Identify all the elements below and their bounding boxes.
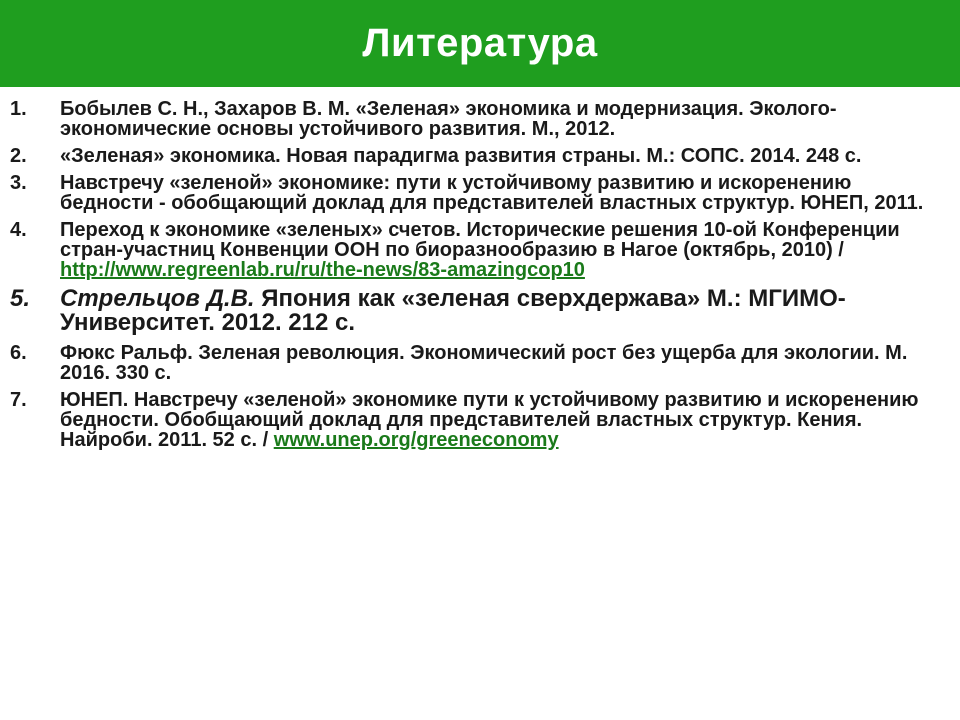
reference-link[interactable]: www.unep.org/greeneconomy <box>273 429 559 451</box>
reference-text: Фюкс Ральф. Зеленая революция. Экономический рост без ущерба для экологии. М. 2016. 330 с. <box>60 342 908 384</box>
reference-text: Япония как «зеленая сверхдержава» М.: МГИМО-Университет. 2012. 212 с. <box>60 285 846 336</box>
reference-number: 1. <box>10 98 27 120</box>
reference-number: 2. <box>10 145 27 167</box>
reference-number: 5. <box>10 285 31 312</box>
reference-number: 6. <box>10 342 27 364</box>
reference-text: «Зеленая» экономика. Новая парадигма развития страны. М.: СОПС. 2014. 248 с. <box>60 145 862 167</box>
reference-number: 4. <box>10 219 27 241</box>
reference-text: Переход к экономике «зеленых» счетов. Исторические решения 10-ой Конференции стран-участниц Конвенции ООН по биоразнообразию в Нагое (октябрь, 2010) / <box>60 219 900 261</box>
reference-text: Навстречу «зеленой» экономике: пути к устойчивому развитию и искоренению бедности - обобщающий доклад для представителей властных структур. ЮНЕП, 2011. <box>60 172 924 214</box>
reference-list <box>10 99 945 457</box>
reference-item-5 <box>10 287 945 335</box>
reference-link[interactable]: http://www.regreenlab.ru/ru/the-news/83-amazingcop10 <box>60 259 585 281</box>
reference-item-7 <box>10 390 945 450</box>
reference-item-2 <box>10 146 945 166</box>
reference-number: 7. <box>10 389 27 411</box>
reference-number: 3. <box>10 172 27 194</box>
reference-text: Бобылев С. Н., Захаров В. М. «Зеленая» экономика и модернизация. Эколого-экономические основы устойчивого развития. М., 2012. <box>60 98 837 140</box>
reference-author: Стрельцов Д.В. <box>60 285 255 312</box>
title-bar <box>0 0 960 87</box>
reference-item-6 <box>10 343 945 383</box>
reference-text: ЮНЕП. Навстречу «зеленой» экономике пути к устойчивому развитию и искоренению бедности. Обобщающий доклад для представителей властных структур. Кения. Найроби. 2011. 52 с. / <box>60 389 919 451</box>
slide-title: Литература <box>362 21 598 65</box>
reference-item-3 <box>10 173 945 213</box>
reference-item-4 <box>10 220 945 280</box>
reference-item-1 <box>10 99 945 139</box>
